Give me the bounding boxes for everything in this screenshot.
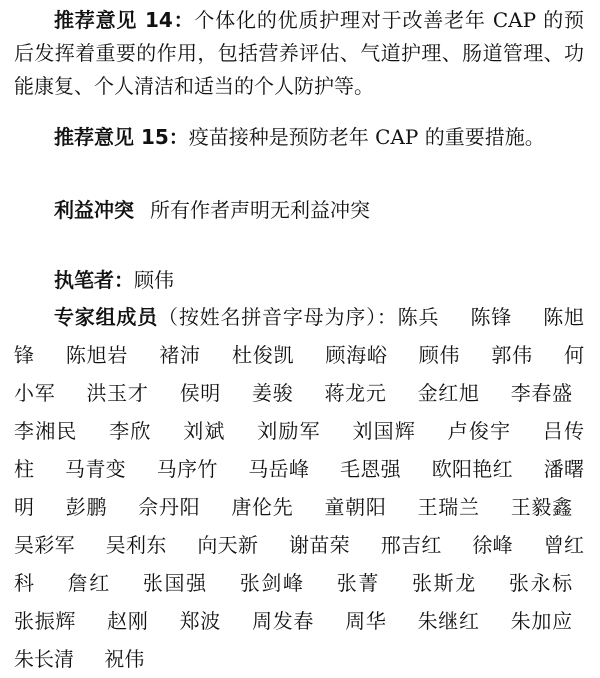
expert-name: 张菁 bbox=[336, 571, 380, 595]
conflict-of-interest bbox=[14, 194, 584, 227]
expert-name: 褚沛 bbox=[159, 343, 201, 367]
conflict-of-interest-text: 所有作者声明无利益冲突 bbox=[150, 198, 370, 222]
expert-panel bbox=[14, 298, 584, 678]
expert-name: 赵刚 bbox=[107, 609, 149, 633]
expert-name: 朱继红 bbox=[417, 609, 480, 633]
expert-name: 马岳峰 bbox=[248, 457, 310, 481]
expert-name: 佘丹阳 bbox=[138, 495, 201, 519]
expert-name: 张永标 bbox=[508, 571, 573, 595]
expert-name: 朱长清 bbox=[14, 647, 74, 671]
expert-name: 曾红科 bbox=[14, 533, 585, 595]
expert-name: 陈锋 bbox=[470, 305, 513, 329]
expert-name: 王瑞兰 bbox=[417, 495, 480, 519]
expert-name: 詹红 bbox=[67, 571, 111, 595]
expert-name: 唐伦先 bbox=[231, 495, 294, 519]
expert-name: 顾海峪 bbox=[325, 343, 388, 367]
expert-name: 彭鹏 bbox=[65, 495, 108, 519]
expert-name: 张振辉 bbox=[14, 609, 77, 633]
recommendation-14-label: 推荐意见 14： bbox=[54, 8, 195, 32]
expert-name: 欧阳艳红 bbox=[431, 457, 514, 481]
expert-name: 杜俊凯 bbox=[231, 343, 295, 367]
expert-name: 刘励军 bbox=[257, 419, 321, 443]
expert-name: 刘国辉 bbox=[352, 419, 417, 443]
recommendation-15-label: 推荐意见 15： bbox=[54, 125, 189, 149]
expert-name: 周华 bbox=[345, 609, 387, 633]
expert-name: 马序竹 bbox=[156, 457, 218, 481]
expert-name: 吴彩军 bbox=[14, 533, 75, 557]
expert-name: 陈旭锋 bbox=[14, 305, 585, 367]
expert-panel-note: （按姓名拼音字母为序）： bbox=[158, 305, 398, 329]
expert-name: 朱加应 bbox=[510, 609, 573, 633]
expert-name: 吕传柱 bbox=[14, 419, 585, 481]
expert-name: 王毅鑫 bbox=[510, 495, 573, 519]
expert-name: 张剑峰 bbox=[239, 571, 305, 595]
expert-name: 潘曙明 bbox=[14, 457, 585, 519]
recommendation-15-text: 疫苗接种是预防老年 CAP 的重要措施。 bbox=[188, 125, 545, 149]
expert-name: 何小军 bbox=[14, 343, 585, 405]
expert-name: 邢吉红 bbox=[380, 533, 442, 557]
expert-panel-label: 专家组成员 bbox=[54, 305, 159, 329]
expert-name: 郭伟 bbox=[491, 343, 533, 367]
expert-name: 童朝阳 bbox=[324, 495, 387, 519]
expert-name: 李湘民 bbox=[14, 419, 78, 443]
recommendation-15 bbox=[14, 121, 584, 154]
expert-name: 陈旭岩 bbox=[65, 343, 129, 367]
expert-name: 刘斌 bbox=[183, 419, 226, 443]
expert-name: 毛恩强 bbox=[340, 457, 402, 481]
expert-name: 吴利东 bbox=[105, 533, 167, 557]
expert-name: 蒋龙元 bbox=[324, 381, 387, 405]
expert-name: 洪玉才 bbox=[86, 381, 149, 405]
expert-name: 卢俊宇 bbox=[447, 419, 512, 443]
expert-name: 周发春 bbox=[252, 609, 315, 633]
author-line bbox=[14, 264, 584, 297]
expert-name: 祝伟 bbox=[104, 647, 145, 671]
conflict-of-interest-label: 利益冲突 bbox=[54, 198, 134, 222]
expert-name: 侯明 bbox=[179, 381, 221, 405]
expert-name: 徐峰 bbox=[472, 533, 514, 557]
recommendation-14-text: 个体化的优质护理对于改善老年 CAP 的预后发挥着重要的作用，包括营养评估、气道护理、肠道管理、功能康复、个人清洁和适当的个人防护等。 bbox=[14, 8, 584, 98]
author-label: 执笔者： bbox=[54, 268, 134, 292]
expert-name: 马青变 bbox=[65, 457, 126, 481]
expert-name: 陈兵 bbox=[397, 305, 440, 329]
expert-name: 金红旭 bbox=[417, 381, 480, 405]
expert-name: 谢苗荣 bbox=[289, 533, 350, 557]
expert-name: 向天新 bbox=[197, 533, 259, 557]
expert-name: 李欣 bbox=[109, 419, 152, 443]
expert-name: 张斯龙 bbox=[411, 571, 477, 595]
expert-name: 李春盛 bbox=[510, 381, 573, 405]
author-name: 顾伟 bbox=[134, 268, 174, 292]
recommendation-14 bbox=[14, 4, 584, 103]
expert-name: 顾伟 bbox=[418, 343, 461, 367]
expert-name: 张国强 bbox=[142, 571, 208, 595]
expert-name: 姜骏 bbox=[252, 381, 294, 405]
expert-name: 郑波 bbox=[179, 609, 221, 633]
